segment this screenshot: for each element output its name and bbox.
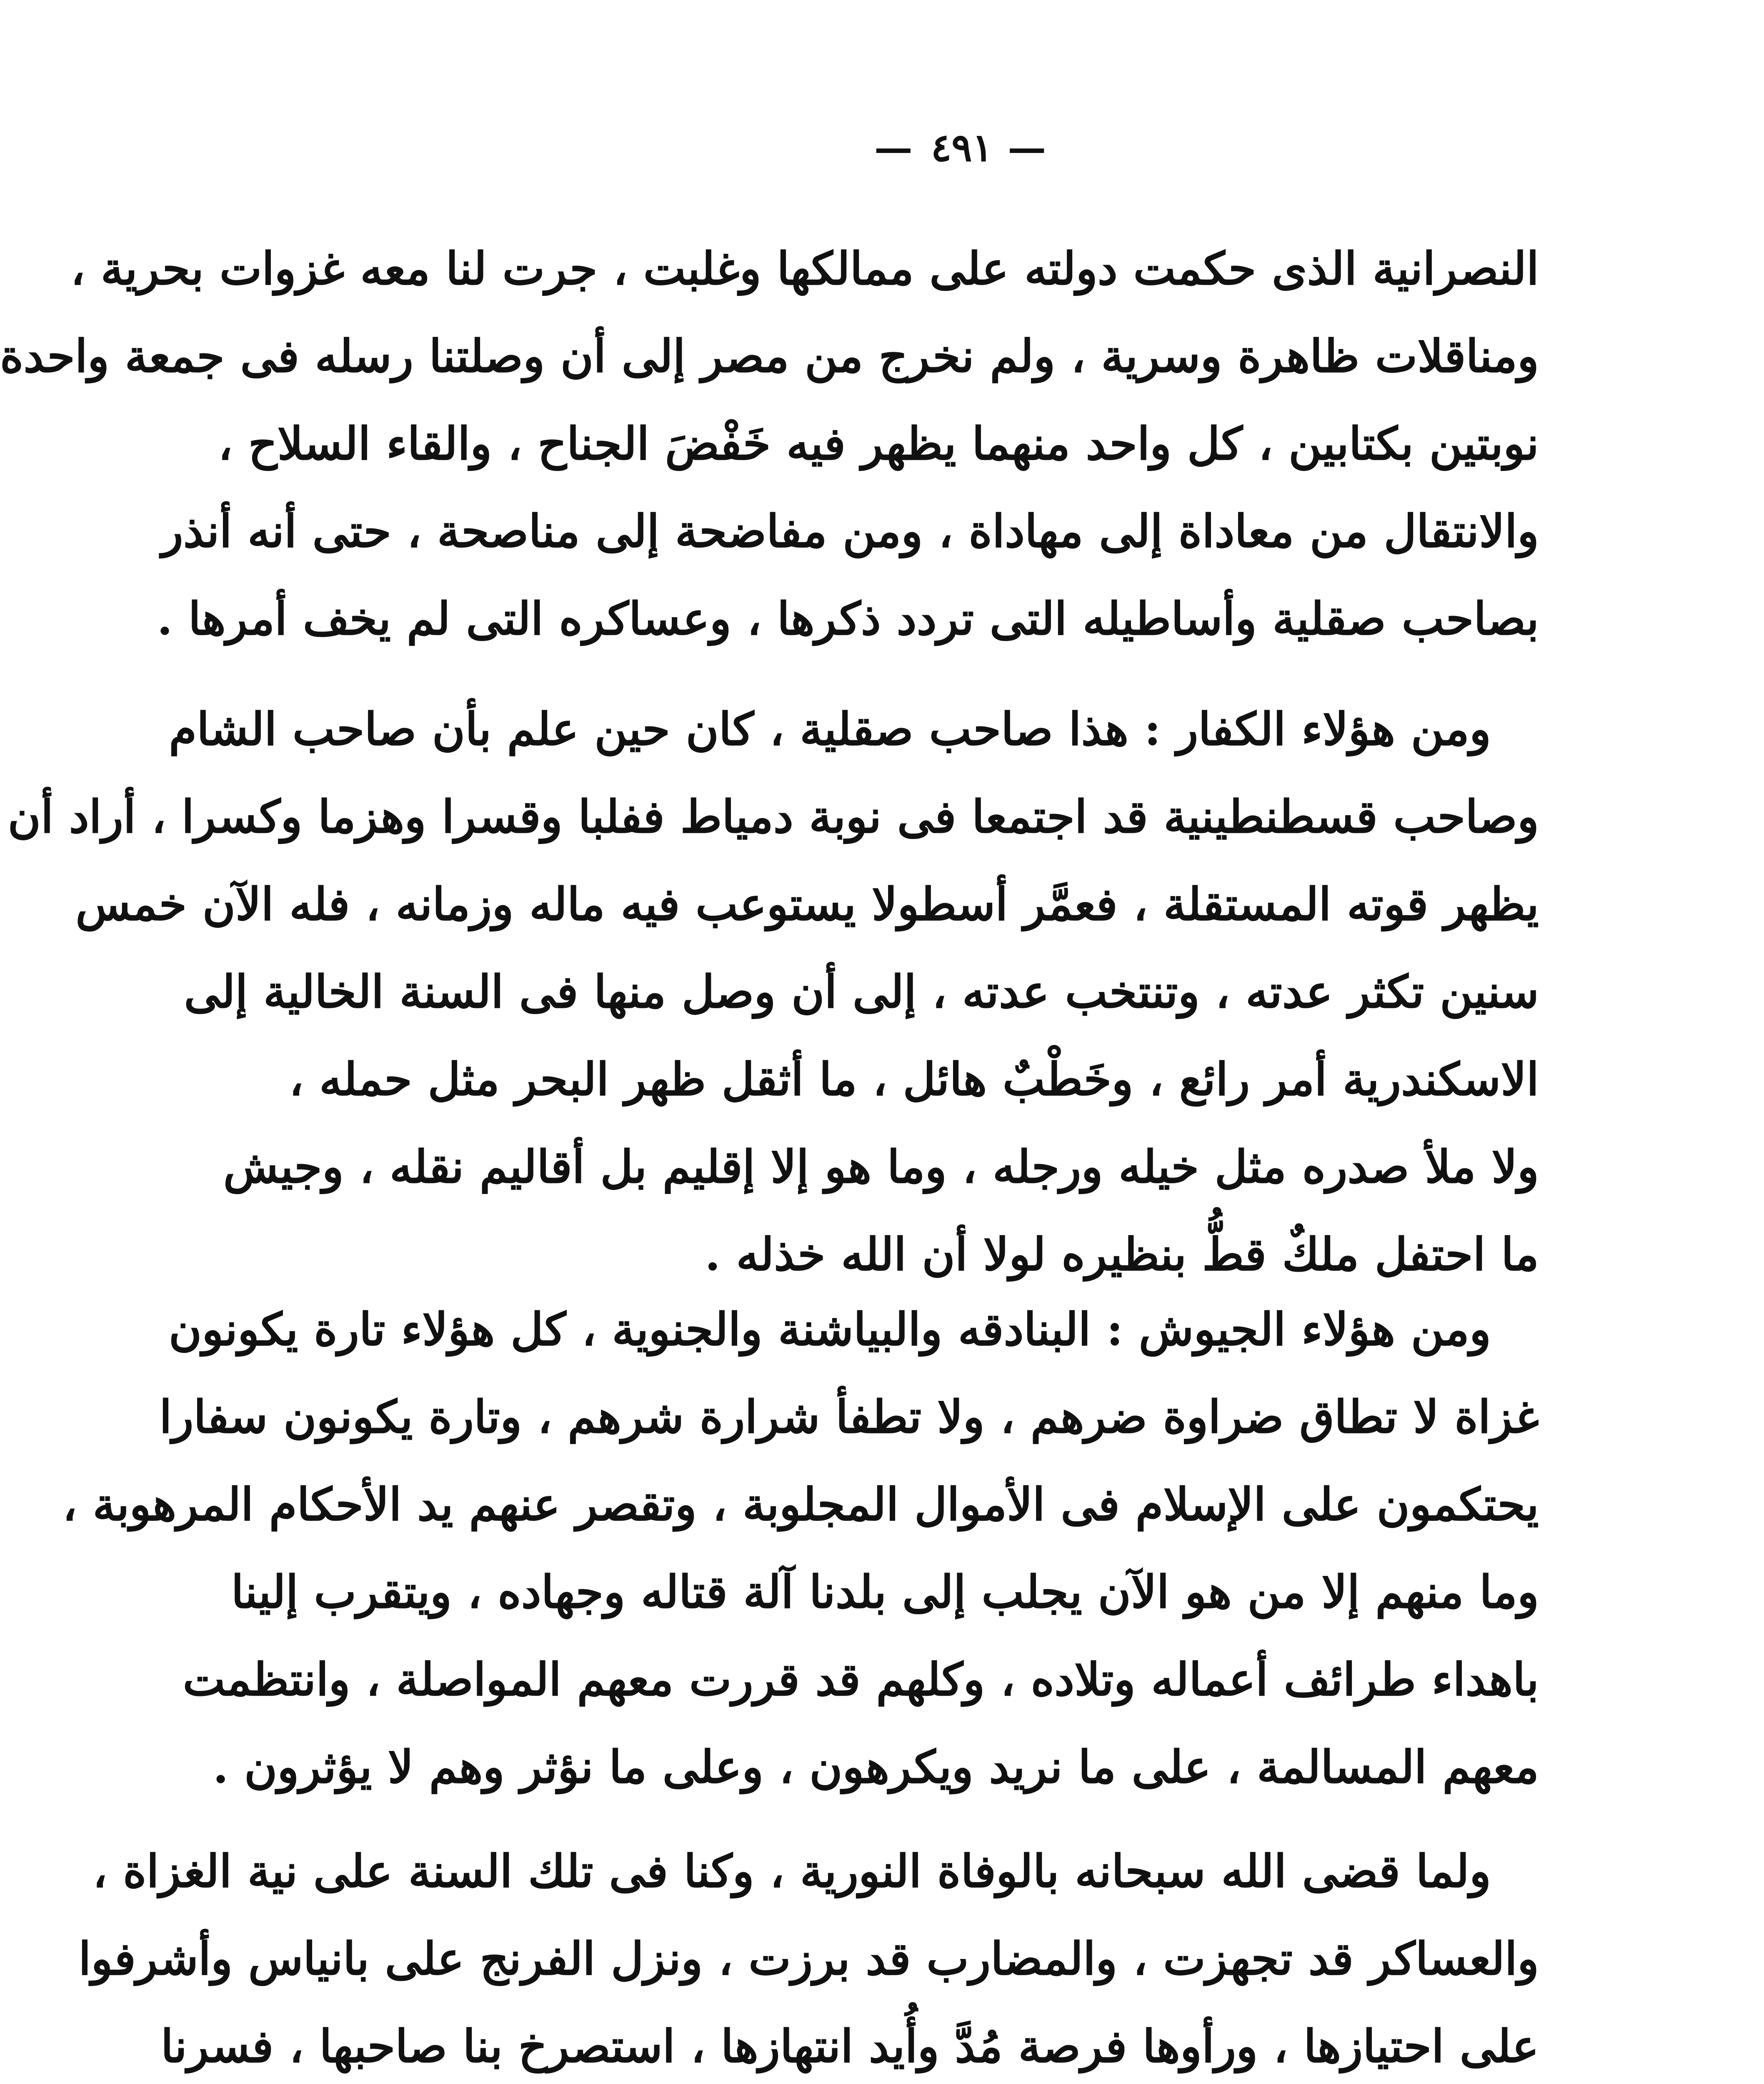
text-line: ومناقلات ظاهرة وسرية ، ولم نخرج من مصر إلى أن وصلتنا رسله فى جمعة واحدة	[0, 330, 1539, 383]
text-line: الاسكندرية أمر رائع ، وخَطْبٌ هائل ، ما أثقل ظهر البحر مثل حمله ،	[289, 1053, 1539, 1106]
text-line: والعساكر قد تجهزت ، والمضارب قد برزت ، ونزل الفرنج على بانياس وأشرفوا	[78, 1933, 1539, 1985]
text-line: ولا ملأ صدره مثل خيله ورجله ، وما هو إلا إقليم بل أقاليم نقله ، وجيش	[223, 1141, 1539, 1193]
page-number	[222, 125, 1701, 170]
text-line: ما احتفل ملكٌ قطُّ بنظيره لولا أن الله خذله .	[705, 1228, 1539, 1281]
text-line: ومن هؤلاء الكفار : هذا صاحب صقلية ، كان حين علم بأن صاحب الشام	[169, 703, 1491, 756]
paragraph-2	[8, 686, 1539, 1298]
text-line: ولما قضى الله سبحانه بالوفاة النورية ، وكنا فى تلك السنة على نية الغزاة ،	[93, 1845, 1491, 1898]
text-line: سنين تكثر عدته ، وتنتخب عدته ، إلى أن وصل منها فى السنة الخالية إلى	[184, 966, 1539, 1018]
dash-left: —	[874, 125, 916, 170]
text-line: وصاحب قسطنطينية قد اجتمعا فى نوبة دمياط ففلبا وقسرا وهزما وكسرا ، أراد أن	[8, 791, 1539, 843]
text-line: النصرانية الذى حكمت دولته على ممالكها وغلبت ، جرت لنا معه غزوات بحرية ،	[70, 243, 1539, 295]
text-line: باهداء طرائف أعماله وتلاده ، وكلهم قد قررت معهم المواصلة ، وانتظمت	[183, 1653, 1539, 1706]
paragraph-1	[0, 225, 1539, 663]
text-line: يحتكمون على الإسلام فى الأموال المجلوبة ، وتقصر عنهم يد الأحكام المرهوبة ،	[63, 1478, 1539, 1531]
paragraph-3	[63, 1286, 1539, 1811]
text-line: ومن هؤلاء الجيوش : البنادقه والبياشنة والجنوية ، كل هؤلاء تارة يكونون	[168, 1303, 1491, 1356]
text-line: معهم المسالمة ، على ما نريد ويكرهون ، وعلى ما نؤثر وهم لا يؤثرون .	[213, 1741, 1539, 1793]
text-line: نوبتين بكتابين ، كل واحد منهما يظهر فيه خَفْضَ الجناح ، والقاء السلاح ،	[218, 418, 1539, 470]
paragraph-4	[78, 1828, 1539, 2084]
text-line: والانتقال من معاداة إلى مهاداة ، ومن مفاضحة إلى مناصحة ، حتى أنه أنذر	[161, 505, 1539, 558]
text-line: بصاحب صقلية وأساطيله التى تردد ذكرها ، وعساكره التى لم يخف أمرها .	[157, 593, 1539, 645]
dash-right: —	[1008, 125, 1050, 170]
text-line: يظهر قوته المستقلة ، فعمَّر أسطولا يستوعب فيه ماله وزمانه ، فله الآن خمس	[75, 878, 1539, 931]
text-line: على احتيازها ، ورأوها فرصة مُدَّ وأُيد انتهازها ، استصرخ بنا صاحبها ، فسرنا	[160, 2020, 1539, 2073]
text-line: غزاة لا تطاق ضراوة ضرهم ، ولا تطفأ شرارة شرهم ، وتارة يكونون سفارا	[159, 1391, 1539, 1443]
page-number-text: ٤٩١	[931, 125, 993, 170]
text-line: وما منهم إلا من هو الآن يجلب إلى بلدنا آلة قتاله وجهاده ، ويتقرب إلينا	[231, 1566, 1539, 1618]
